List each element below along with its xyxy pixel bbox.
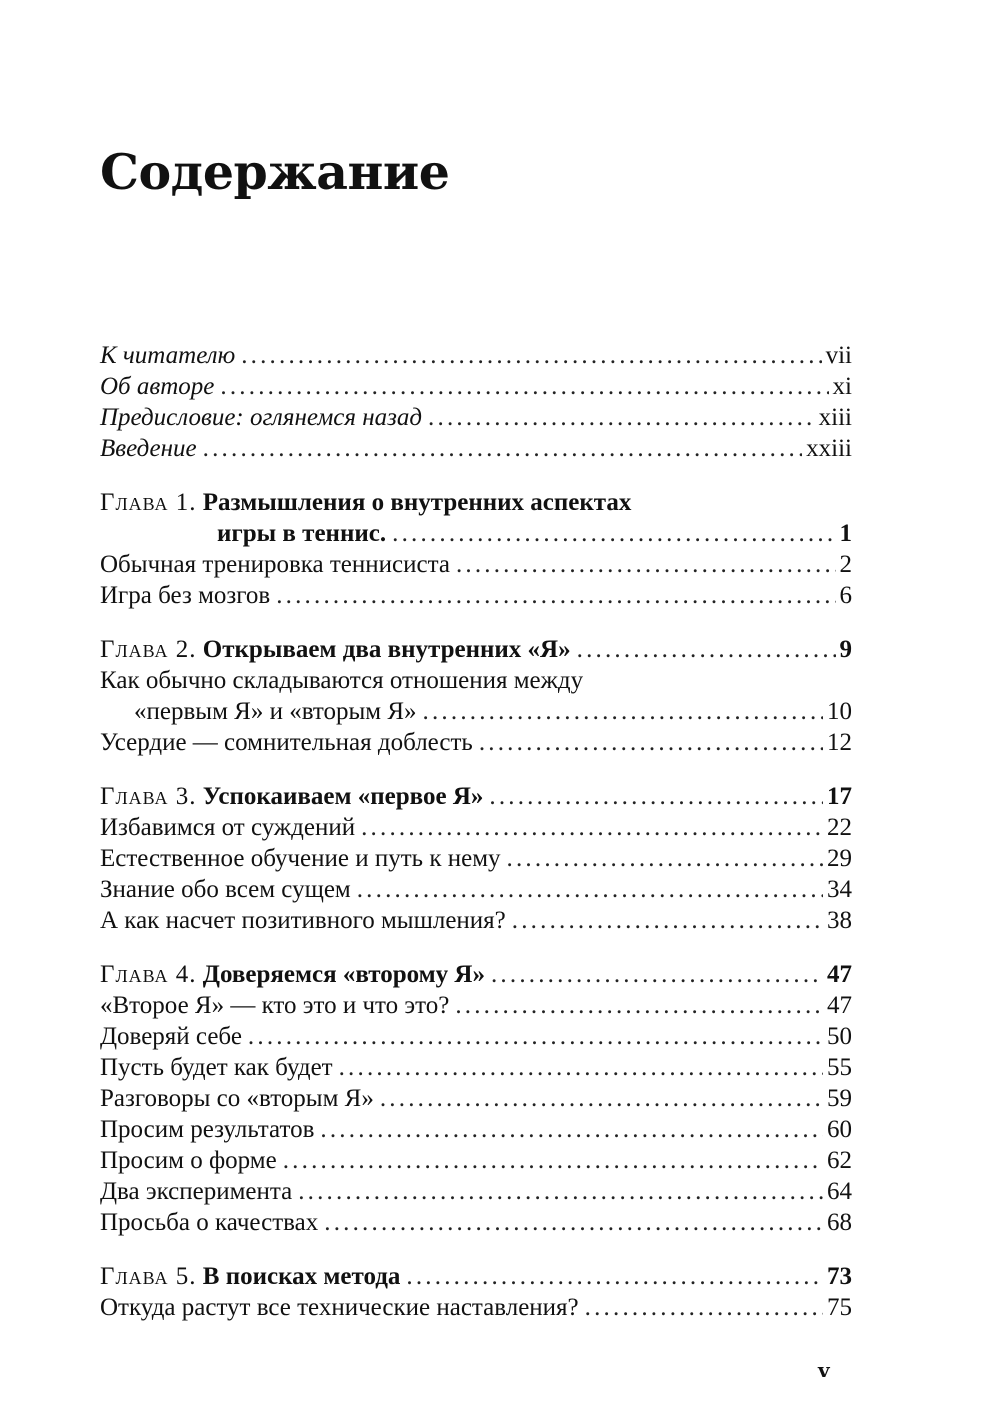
toc-entry[interactable] (100, 843, 852, 874)
dot-leader (357, 874, 823, 905)
dot-leader (585, 1292, 823, 1323)
dot-leader (324, 1207, 823, 1238)
chapter-section-4 (100, 959, 852, 1238)
chapter-prefix: Глава 2. (100, 636, 197, 663)
entry-page: 50 (827, 1023, 852, 1050)
chapter-page: 1 (839, 520, 852, 547)
toc-entry[interactable] (100, 1292, 852, 1323)
dot-leader (406, 1261, 823, 1292)
dot-leader (489, 781, 823, 812)
entry-label: А как насчет позитивного мышления? (100, 907, 506, 934)
toc-entry[interactable] (100, 1052, 852, 1083)
toc-entry[interactable] (100, 1083, 852, 1114)
entry-label: Как обычно складываются отношения между (100, 667, 584, 694)
chapter-heading[interactable] (100, 634, 852, 665)
dot-leader (298, 1176, 823, 1207)
dot-leader (392, 518, 835, 549)
toc-entry[interactable] (100, 1207, 852, 1238)
chapter-section-3 (100, 781, 852, 936)
toc-entry[interactable] (100, 1176, 852, 1207)
dot-leader (339, 1052, 823, 1083)
dot-leader (428, 402, 815, 433)
toc-entry[interactable] (100, 549, 852, 580)
dot-leader (577, 634, 836, 665)
entry-label: Введение (100, 435, 197, 462)
table-of-contents (100, 340, 852, 1346)
toc-entry[interactable] (100, 1021, 852, 1052)
dot-leader (203, 433, 803, 464)
dot-leader (283, 1145, 823, 1176)
entry-page: 34 (827, 876, 852, 903)
entry-page: 60 (827, 1116, 852, 1143)
entry-page: xxiii (806, 435, 852, 462)
chapter-heading[interactable] (100, 487, 852, 518)
dot-leader (276, 580, 835, 611)
chapter-page: 17 (827, 783, 852, 810)
front-matter-section (100, 340, 852, 464)
dot-leader (456, 549, 836, 580)
entry-page: 75 (827, 1294, 852, 1321)
entry-page: 64 (827, 1178, 852, 1205)
toc-entry[interactable] (100, 696, 852, 727)
chapter-section-2 (100, 634, 852, 758)
entry-page: 55 (827, 1054, 852, 1081)
dot-leader (479, 727, 823, 758)
chapter-page: 9 (839, 636, 852, 663)
entry-page: 6 (839, 582, 852, 609)
toc-entry-first-line[interactable] (100, 665, 852, 696)
entry-page: 29 (827, 845, 852, 872)
entry-label: Разговоры со «вторым Я» (100, 1085, 374, 1112)
entry-label: Пусть будет как будет (100, 1054, 333, 1081)
entry-label: Обычная тренировка теннисиста (100, 551, 450, 578)
entry-label: Просим результатов (100, 1116, 315, 1143)
entry-page: 2 (839, 551, 852, 578)
entry-label: Доверяй себе (100, 1023, 242, 1050)
chapter-title: Успокаиваем «первое Я» (202, 783, 484, 810)
dot-leader (507, 843, 823, 874)
entry-label: К читателю (100, 342, 236, 369)
entry-label: Усердие — сомнительная доблесть (100, 729, 473, 756)
chapter-heading[interactable] (100, 781, 852, 812)
toc-entry[interactable] (100, 727, 852, 758)
chapter-heading[interactable] (100, 1261, 852, 1292)
entry-label: «Второе Я» — кто это и что это? (100, 992, 450, 1019)
entry-page: 10 (827, 698, 852, 725)
chapter-section-5 (100, 1261, 852, 1323)
chapter-title: Размышления о внутренних аспектах (202, 489, 632, 516)
entry-label: Предисловие: оглянемся назад (100, 404, 423, 431)
entry-page: vii (825, 342, 852, 369)
dot-leader (455, 990, 823, 1021)
chapter-prefix: Глава 1. (100, 489, 197, 516)
toc-entry[interactable] (100, 812, 852, 843)
chapter-prefix: Глава 4. (100, 961, 197, 988)
chapter-page: 73 (827, 1263, 852, 1290)
toc-entry[interactable] (100, 905, 852, 936)
dot-leader (320, 1114, 823, 1145)
entry-label: Два эксперимента (100, 1178, 293, 1205)
toc-entry[interactable] (100, 1145, 852, 1176)
entry-label: Просьба о качествах (100, 1209, 319, 1236)
entry-page: 59 (827, 1085, 852, 1112)
entry-page: xi (832, 373, 852, 400)
dot-leader (380, 1083, 823, 1114)
entry-label: Избавимся от суждений (100, 814, 356, 841)
toc-entry[interactable] (100, 340, 852, 371)
entry-label: Просим о форме (100, 1147, 277, 1174)
dot-leader (241, 340, 821, 371)
chapter-title: Доверяемся «второму Я» (202, 961, 485, 988)
toc-entry[interactable] (100, 990, 852, 1021)
toc-entry[interactable] (100, 1114, 852, 1145)
chapter-title: В поисках метода (202, 1263, 401, 1290)
page-folio: v (818, 1358, 830, 1382)
chapter-prefix: Глава 3. (100, 783, 197, 810)
entry-label: Откуда растут все технические наставления? (100, 1294, 579, 1321)
chapter-title: Открываем два внутренних «Я» (202, 636, 571, 663)
chapter-section-1 (100, 487, 852, 611)
entry-page: 22 (827, 814, 852, 841)
entry-page: 47 (827, 992, 852, 1019)
entry-label-cont: «первым Я» и «вторым Я» (134, 698, 417, 725)
dot-leader (248, 1021, 823, 1052)
dot-leader (491, 959, 823, 990)
chapter-heading[interactable] (100, 959, 852, 990)
entry-page: 38 (827, 907, 852, 934)
entry-label: Игра без мозгов (100, 582, 271, 609)
toc-entry[interactable] (100, 402, 852, 433)
chapter-heading-cont[interactable] (100, 518, 852, 549)
dot-leader (423, 696, 823, 727)
chapter-page: 47 (827, 961, 852, 988)
chapter-title-cont: игры в теннис. (217, 520, 387, 547)
dot-leader (361, 812, 823, 843)
entry-page: 12 (827, 729, 852, 756)
entry-page: 68 (827, 1209, 852, 1236)
entry-label: Естественное обучение и путь к нему (100, 845, 501, 872)
entry-label: Об авторе (100, 373, 215, 400)
chapter-prefix: Глава 5. (100, 1263, 197, 1290)
entry-page: 62 (827, 1147, 852, 1174)
entry-label: Знание обо всем сущем (100, 876, 351, 903)
toc-entry[interactable] (100, 433, 852, 464)
page-title: Содержание (100, 143, 450, 201)
toc-entry[interactable] (100, 874, 852, 905)
dot-leader (512, 905, 823, 936)
toc-entry[interactable] (100, 371, 852, 402)
toc-entry[interactable] (100, 580, 852, 611)
entry-page: xiii (818, 404, 852, 431)
dot-leader (220, 371, 828, 402)
